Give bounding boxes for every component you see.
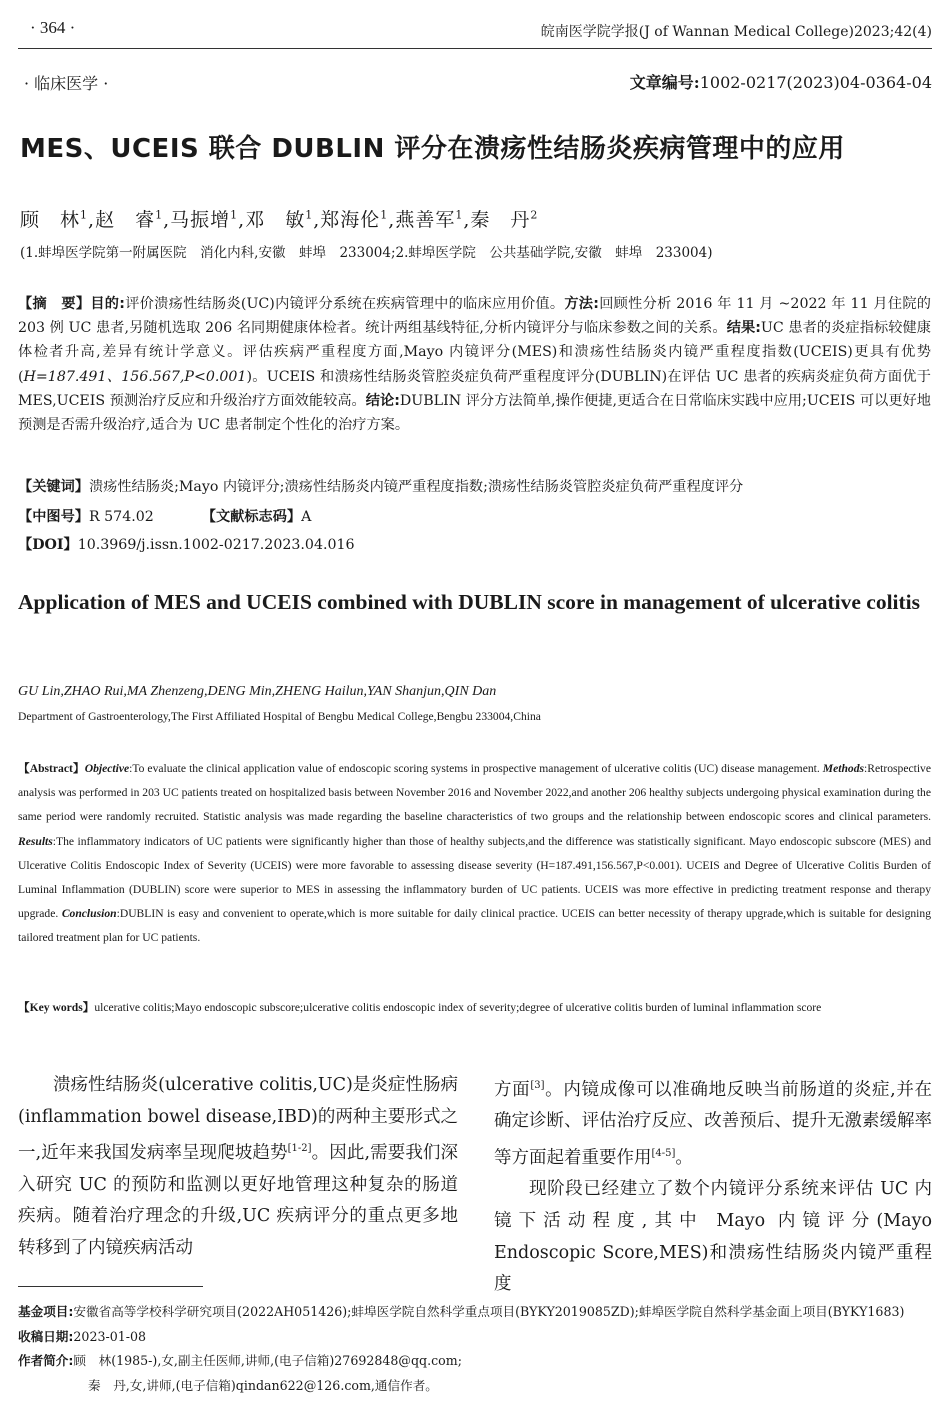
cn-author-name: 秦 丹: [470, 209, 531, 231]
cn-objective-label: 目的:: [90, 296, 125, 312]
body-paragraph: [18, 1070, 458, 1264]
cn-doi: [18, 534, 355, 554]
cn-affiliation: (1.蚌埠医学院第一附属医院 消化内科,安徽 蚌埠 233004;2.蚌埠医学院 公共基础学院,安徽 蚌埠 233004): [20, 245, 713, 261]
footnote-author: [18, 1349, 931, 1374]
cn-author-name: 邓 敏: [245, 209, 306, 231]
cn-author-name: 顾 林: [20, 209, 81, 231]
en-keywords-label: 【Key words】: [18, 1001, 95, 1014]
cn-abstract-label: 【摘 要】: [18, 296, 91, 312]
en-results-label: Results: [18, 834, 53, 848]
body-column-right: [494, 1070, 932, 1301]
en-objective: :To evaluate the clinical application value of endoscopic scoring systems in prospective management of ulcerative colitis (UC) disease management.: [129, 762, 820, 775]
received-label: 收稿日期:: [18, 1328, 74, 1344]
article-number-label: 文章编号:: [629, 73, 700, 92]
en-abstract-label: 【Abstract】: [18, 762, 85, 775]
cn-doi-label: 【DOI】: [18, 537, 78, 553]
cn-author-affil-mark: 1: [155, 208, 164, 222]
cn-author-affil-mark: 2: [530, 208, 539, 222]
en-methods: :Retrospective analysis was performed in 203 UC patients treated on hospitalized basis between November 2016 and November 2022,and another 206 healthy subjects undergoing physical examination during the same period were randomly recruited. Statistic analysis was made regarding the baseline characteristics of two groups and the relationship between endoscopic scores and clinical parameters.: [18, 762, 931, 824]
body-text: 溃疡性结肠炎(ulcerative colitis,UC)是炎症性肠病(inflammation bowel disease,IBD)的两种主要形式之一,近年来我国发病率呈现爬坡趋势: [18, 1075, 458, 1164]
cn-doc-code-value: A: [301, 509, 312, 525]
cn-author-separator: ,: [238, 209, 246, 231]
en-objective-label: Objective: [84, 762, 130, 775]
cn-clc-value: R 574.02: [88, 509, 154, 525]
en-abstract: [18, 757, 931, 951]
en-results: :The inflammatory indicators of UC patients were significantly higher than those of healthy subjects,and the difference was statistically significant. Mayo endoscopic subscore (MES) and Ulcerative Colitis Endoscopic Index of Severity (UCEIS) were more favorable to assessing disease severity (H=187.491,156.567,P<0.001). UCEIS and Degree of Ulcerative Colitis Burden of Luminal Inflammation (DUBLIN) score were superior to MES in assessing the inflammatory burden of UC patients. UCEIS was more effective in predicting treatment response and therapy upgrade.: [18, 834, 931, 921]
body-column-left: [18, 1070, 458, 1264]
body-paragraph: [494, 1070, 932, 1174]
fund-text: 安徽省高等学校科学研究项目(2022AH051426);蚌埠医学院自然科学重点项目(BYKY2019085ZD);蚌埠医学院自然科学基金面上项目(BYKY1683): [73, 1304, 905, 1319]
citation: [1-2]: [287, 1143, 312, 1155]
en-conclusion-label: Conclusion: [61, 907, 117, 921]
cn-author-separator: ,: [163, 209, 171, 231]
cn-keywords-label: 【关键词】: [18, 479, 89, 495]
citation: [4-5]: [651, 1148, 676, 1160]
cn-doc-code-label: 【文献标志码】: [201, 509, 302, 525]
footnote-rule: [18, 1286, 203, 1287]
received-date: 2023-01-08: [73, 1328, 147, 1344]
body-text: 。内镜成像可以准确地反映当前肠道的炎症,并在确定诊断、评估治疗反应、改善预后、提升无激素缓解率等方面起着重要作用: [494, 1079, 933, 1168]
page-number: · 364 ·: [30, 18, 76, 37]
cn-methods: 回顾性分析 2016 年 11 月 ~2022 年 11 月住院的 203 例 UC 患者,另随机选取 206 名同期健康体检者。统计两组基线特征,分析内镜评分与临床参数之间的关系。: [18, 296, 931, 337]
section-tag: · 临床医学 ·: [24, 74, 109, 93]
en-authors: GU Lin,ZHAO Rui,MA Zhenzeng,DENG Min,ZHENG Hailun,YAN Shanjun,QIN Dan: [18, 684, 497, 699]
author-info-label: 作者简介:: [18, 1353, 74, 1368]
footnotes: [18, 1300, 931, 1398]
en-title: Application of MES and UCEIS combined with DUBLIN score in management of ulcerative colitis: [18, 590, 921, 614]
cn-results-label: 结果:: [726, 320, 761, 337]
cn-conclusion-label: 结论:: [365, 392, 400, 409]
cn-author-name: 赵 睿: [95, 209, 156, 231]
body-text: 。因此,需要我们深入研究 UC 的预防和监测以更好地管理这种复杂的肠道疾病。随着治疗理念的升级,UC 疾病评分的重点更多地转移到了内镜疾病活动: [18, 1143, 459, 1258]
body-text: 方面: [494, 1079, 531, 1100]
cn-authors: [20, 205, 538, 232]
cn-author-separator: ,: [463, 209, 471, 231]
cn-doi-value: 10.3969/j.issn.1002-0217.2023.04.016: [77, 537, 355, 553]
cn-classification: [18, 506, 311, 526]
footnote-fund: [18, 1300, 931, 1325]
cn-author-name: 马振增: [170, 209, 231, 231]
cn-author-affil-mark: 1: [80, 208, 89, 222]
cn-author-affil-mark: 1: [380, 208, 389, 222]
cn-author-name: 燕善军: [395, 209, 456, 231]
body-paragraph: 现阶段已经建立了数个内镜评分系统来评估 UC 内镜下活动程度,其中 Mayo 内镜评分(Mayo Endoscopic Score,MES)和溃疡性结肠炎内镜严重程度: [494, 1179, 932, 1295]
journal-header: 皖南医学院学报(J of Wannan Medical College)2023;42(4): [540, 24, 932, 40]
cn-results: UC 患者的炎症指标较健康体检者升高,差异有统计学意义。评估疾病严重程度方面,Mayo 内镜评分(MES)和溃疡性结肠炎内镜严重程度指数(UCEIS)更具有优势(: [18, 320, 931, 385]
cn-conclusion: DUBLIN 评分方法简单,操作便捷,更适合在日常临床实践中应用;UCEIS 可以更好地预测是否需升级治疗,适合为 UC 患者制定个性化的治疗方案。: [18, 392, 931, 434]
cn-author-affil-mark: 1: [455, 208, 464, 222]
en-affiliation: Department of Gastroenterology,The First Affiliated Hospital of Bengbu Medical College,Bengbu 233004,China: [18, 710, 541, 723]
cn-author-separator: ,: [88, 209, 96, 231]
cn-keywords-text: 溃疡性结肠炎;Mayo 内镜评分;溃疡性结肠炎内镜严重程度指数;溃疡性结肠炎管腔炎症负荷严重程度评分: [88, 479, 744, 495]
cn-clc-label: 【中图号】: [18, 509, 89, 525]
cn-keywords: [18, 476, 743, 496]
cn-objective: 评价溃疡性结肠炎(UC)内镜评分系统在疾病管理中的临床应用价值。: [124, 296, 565, 312]
cn-title: MES、UCEIS 联合 DUBLIN 评分在溃疡性结肠炎疾病管理中的应用: [20, 134, 845, 164]
article-number-value: 1002-0217(2023)04-0364-04: [699, 73, 932, 92]
cn-author-affil-mark: 1: [305, 208, 314, 222]
footnote-received: [18, 1325, 931, 1350]
en-keywords: [18, 996, 931, 1020]
en-keywords-text: ulcerative colitis;Mayo endoscopic subscore;ulcerative colitis endoscopic index of severity;degree of ulcerative colitis burden of luminal inflammation score: [94, 1001, 822, 1014]
cn-abstract: [18, 292, 931, 437]
cn-author-affil-mark: 1: [230, 208, 239, 222]
author-info-2: 秦 丹,女,讲师,(电子信箱)qindan622@126.com,通信作者。: [88, 1377, 438, 1393]
citation: [3]: [530, 1080, 545, 1091]
cn-results-tail: )。UCEIS 和溃疡性结肠炎管腔炎症负荷严重程度评分(DUBLIN)在评估 UC 患者的疾病炎症负荷方面优于 MES,UCEIS 预测治疗反应和升级治疗方面效能较高。: [18, 368, 931, 409]
cn-results-stats: H=187.491、156.567,P<0.001: [23, 368, 247, 385]
header-rule: [18, 48, 932, 49]
article-number: [630, 70, 932, 93]
cn-author-separator: ,: [388, 209, 396, 231]
cn-author-separator: ,: [313, 209, 321, 231]
fund-label: 基金项目:: [18, 1304, 74, 1319]
cn-author-name: 郑海伦: [320, 209, 381, 231]
en-methods-label: Methods: [822, 762, 865, 775]
en-conclusion: :DUBLIN is easy and convenient to operate,which is more suitable for daily clinical practice. UCEIS can better necessity of therapy upgrade,which is suitable for designing tailored treatment plan for UC patients.: [18, 907, 931, 945]
body-text: 。: [675, 1147, 693, 1168]
cn-methods-label: 方法:: [564, 296, 599, 312]
author-info-1: 顾 林(1985-),女,副主任医师,讲师,(电子信箱)27692848@qq.com;: [73, 1353, 462, 1368]
